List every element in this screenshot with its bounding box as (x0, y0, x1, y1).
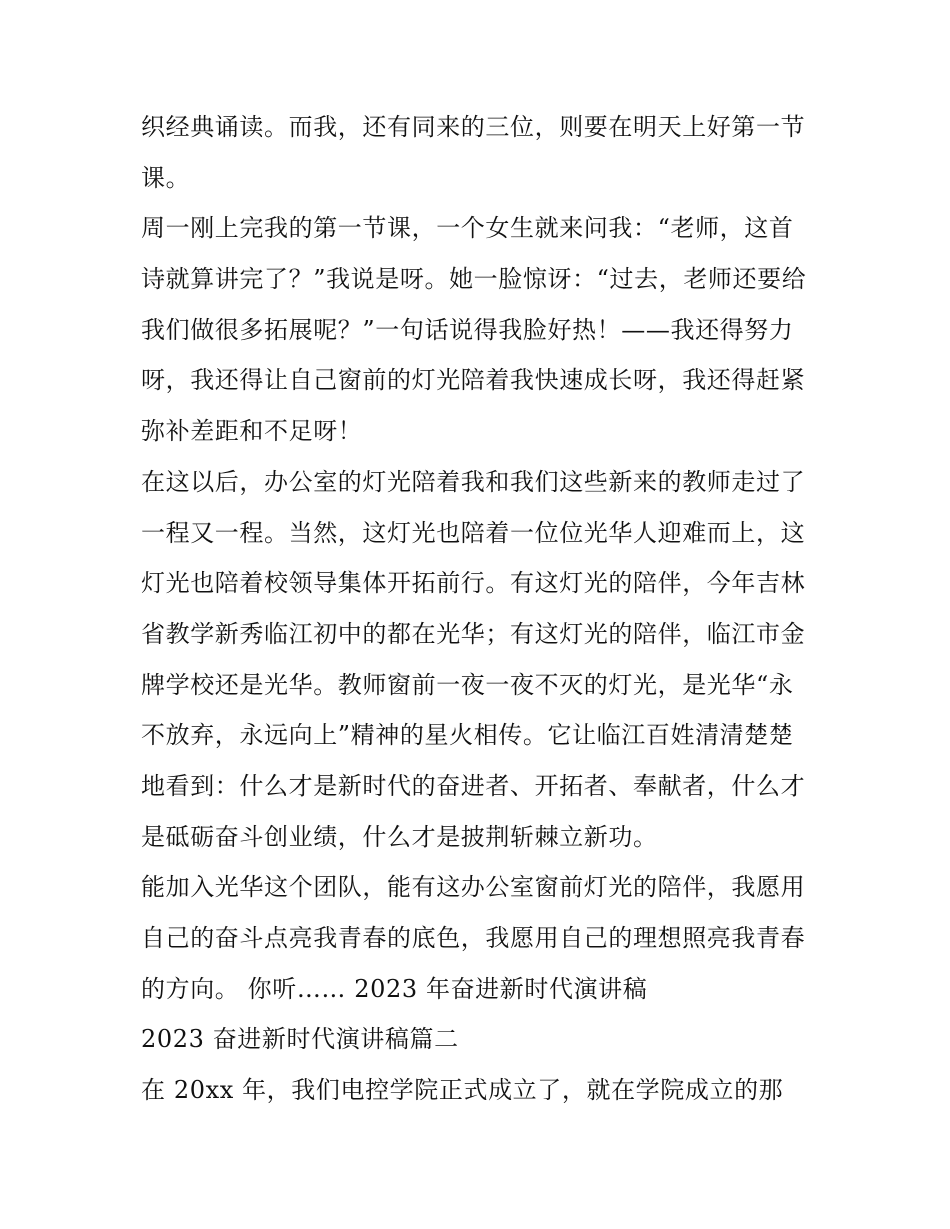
text-line: 不放弃，永远向上”精神的星火相传。它让临江百姓清清楚楚 (141, 721, 794, 750)
text-line: 省教学新秀临江初中的都在光华；有这灯光的陪伴，临江市金 (141, 619, 806, 648)
text-line: 周一刚上完我的第一节课，一个女生就来问我：“老师，这首 (141, 214, 794, 243)
text-line: 灯光也陪着校领导集体开拓前行。有这灯光的陪伴，今年吉林 (141, 569, 806, 598)
text-line: 一程又一程。当然，这灯光也陪着一位位光华人迎难而上，这 (141, 518, 806, 547)
text-line: 的方向。 你听…… 2023 年奋进新时代演讲稿 (141, 974, 648, 1003)
text-line: 课。 (141, 163, 191, 192)
text-line: 自己的奋斗点亮我青春的底色，我愿用自己的理想照亮我青春 (141, 924, 806, 952)
text-line: 在 20xx 年，我们电控学院正式成立了，就在学院成立的那 (141, 1076, 784, 1105)
text-line: 地看到：什么才是新时代的奋进者、开拓者、奉献者，什么才 (141, 771, 806, 800)
text-line: 织经典诵读。而我，还有同来的三位，则要在明天上好第一节 (141, 113, 806, 141)
section-heading: 2023 奋进新时代演讲稿篇二 (141, 1025, 459, 1054)
text-line: 呀，我还得让自己窗前的灯光陪着我快速成长呀，我还得赶紧 (141, 366, 806, 395)
text-line: 诗就算讲完了？”我说是呀。她一脸惊讶：“过去，老师还要给 (141, 265, 807, 294)
text-line: 能加入光华这个团队，能有这办公室窗前灯光的陪伴，我愿用 (141, 873, 806, 902)
text-line: 弥补差距和不足呀！ (141, 417, 363, 446)
text-line: 在这以后，办公室的灯光陪着我和我们这些新来的教师走过了 (141, 467, 806, 496)
text-line: 我们做很多拓展呢？”一句话说得我脸好热！——我还得努力 (141, 315, 794, 344)
text-line: 牌学校还是光华。教师窗前一夜一夜不灭的灯光，是光华“永 (141, 670, 794, 699)
body-text (141, 102, 821, 1116)
text-line: 是砥砺奋斗创业绩，什么才是披荆斩棘立新功。 (141, 822, 658, 851)
